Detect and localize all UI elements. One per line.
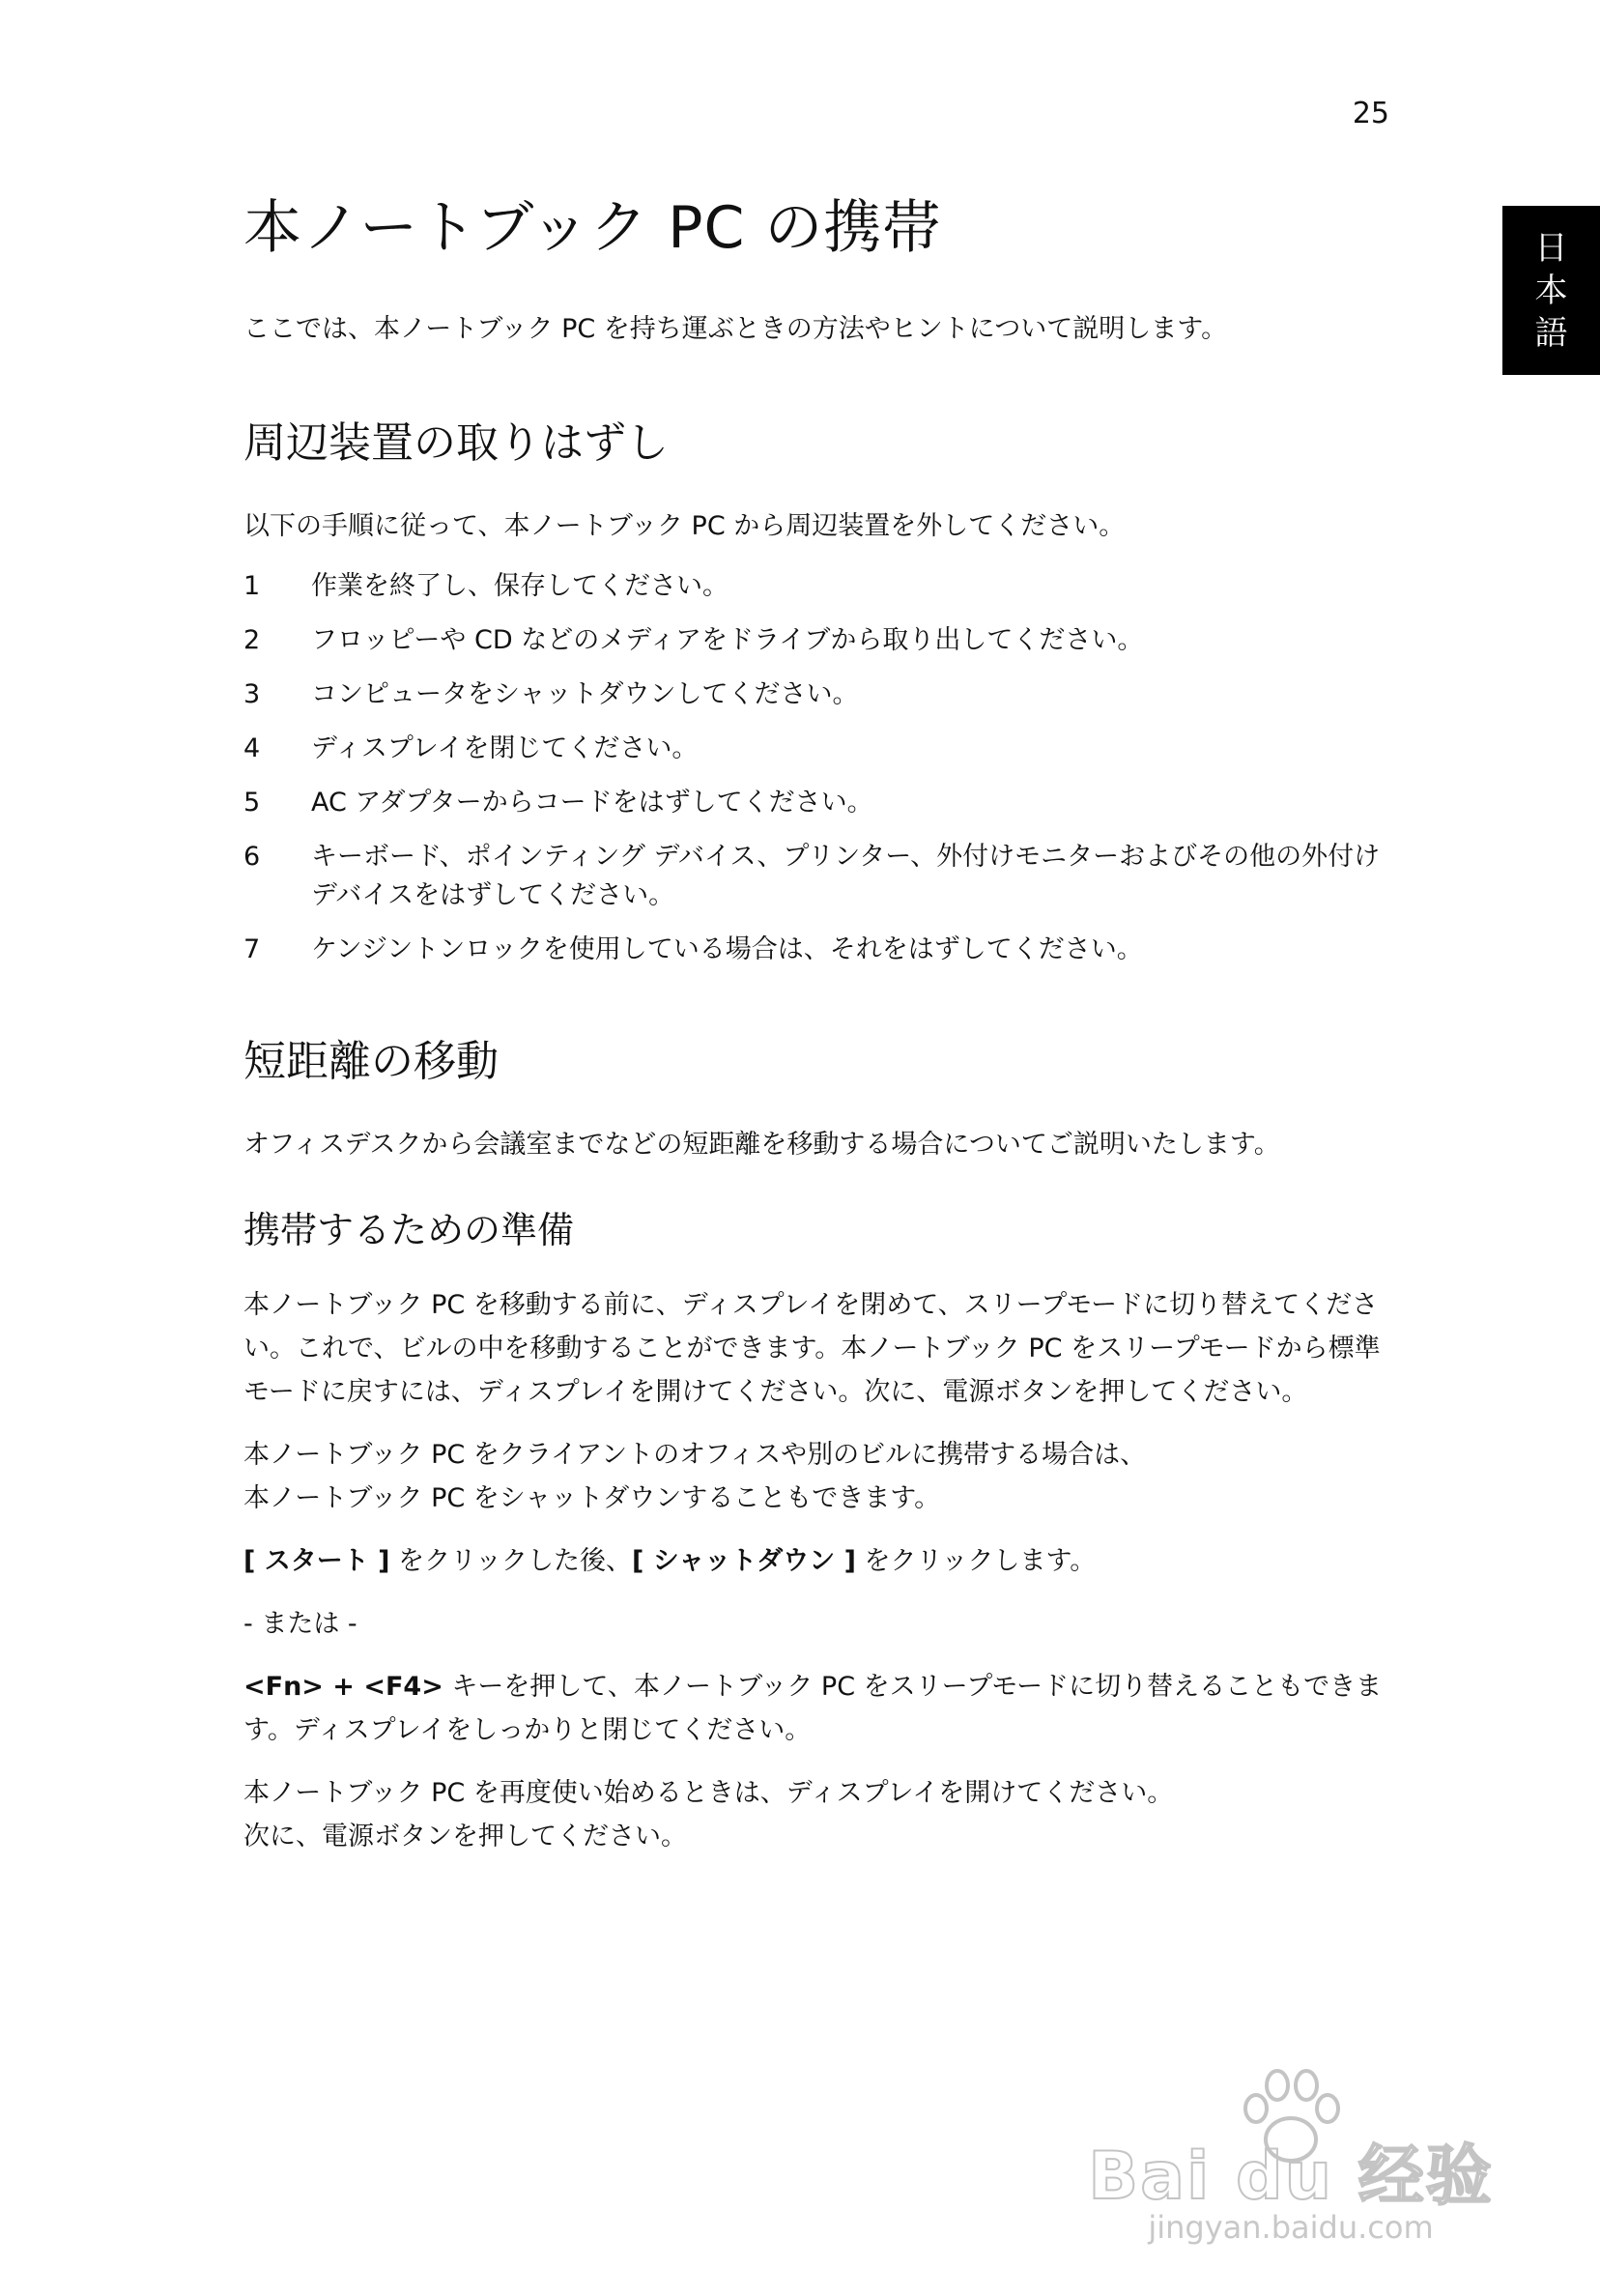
step-text: ケンジントンロックを使用している場合は、それをはずしてください。 (311, 933, 1143, 964)
prep-paragraph-2-line2: 本ノートブック PC をシャットダウンすることもできます。 (243, 1483, 941, 1514)
instruction-text: をクリックします。 (855, 1546, 1097, 1577)
resume-paragraph (243, 1771, 1384, 1858)
hotkey-label: <Fn> + <F4> (243, 1672, 443, 1703)
instruction-text: キーを押して、本ノートブック PC をスリープモードに切り替えることもできます。ディスプレイをしっかりと閉じてください。 (243, 1672, 1383, 1746)
resume-line1: 本ノートブック PC を再度使い始めるときは、ディスプレイを開けてください。 (243, 1778, 1174, 1809)
section-heading-short-distance: 短距離の移動 (243, 1036, 499, 1086)
section-heading-peripherals: 周辺装置の取りはずし (243, 418, 669, 468)
step-number: 4 (243, 732, 261, 763)
step-number: 7 (243, 933, 261, 964)
step-text: 作業を終了し、保存してください。 (311, 570, 729, 601)
list-item (243, 931, 1384, 969)
hotkey-instruction (243, 1665, 1384, 1752)
list-item (243, 730, 1384, 768)
baidu-watermark (1088, 2064, 1494, 2257)
subsection-heading-prep: 携帯するための準備 (243, 1208, 575, 1251)
step-number: 5 (243, 787, 261, 818)
short-distance-lead: オフィスデスクから会議室までなどの短距離を移動する場合についてご説明いたします。 (243, 1129, 1280, 1160)
page-title: 本ノートブック PC の携帯 (243, 194, 942, 262)
peripherals-lead: 以下の手順に従って、本ノートブック PC から周辺装置を外してください。 (243, 510, 1126, 541)
lang-tab-char: 本 (1534, 271, 1568, 310)
step-number: 1 (243, 570, 261, 601)
watermark-url: jingyan.baidu.com (1148, 2209, 1434, 2246)
list-item (243, 838, 1384, 915)
list-item (243, 784, 1384, 822)
lang-tab-char: 語 (1534, 313, 1568, 353)
resume-line2: 次に、電源ボタンを押してください。 (243, 1822, 687, 1852)
page-content (243, 193, 1384, 1878)
start-shutdown-instruction (243, 1539, 1384, 1583)
prep-paragraph-1: 本ノートブック PC を移動する前に、ディスプレイを閉めて、スリープモードに切り替えてください。これで、ビルの中を移動することができます。本ノートブック PC をスリープモードから標準モードに戻すには、ディスプレイを開けてください。次に、電源ボタンを押してください。 (243, 1290, 1381, 1408)
step-text: コンピュータをシャットダウンしてください。 (311, 678, 859, 709)
step-text: AC アダプターからコードをはずしてください。 (311, 787, 873, 818)
or-separator: - または - (243, 1609, 357, 1640)
shutdown-menu-label: [ シャットダウン ] (632, 1546, 856, 1577)
watermark-brand: Bai du 经验 (1088, 2138, 1494, 2215)
language-tab (1502, 206, 1600, 375)
steps-list (243, 567, 1384, 969)
start-menu-label: [ スタート ] (243, 1546, 390, 1577)
step-number: 6 (243, 841, 261, 872)
prep-paragraph-2-line1: 本ノートブック PC をクライアントのオフィスや別のビルに携帯する場合は、 (243, 1440, 1147, 1471)
instruction-text: をクリックした後、 (389, 1546, 632, 1577)
step-text: ディスプレイを閉じてください。 (311, 732, 699, 763)
list-item (243, 675, 1384, 714)
step-text: フロッピーや CD などのメディアをドライブから取り出してください。 (311, 624, 1144, 655)
list-item (243, 621, 1384, 660)
list-item (243, 567, 1384, 606)
intro-paragraph: ここでは、本ノートブック PC を持ち運ぶときの方法やヒントについて説明します。 (243, 314, 1228, 344)
lang-tab-char: 日 (1534, 228, 1568, 268)
step-number: 2 (243, 624, 261, 655)
prep-paragraph-2 (243, 1433, 1384, 1520)
step-number: 3 (243, 678, 261, 709)
step-text: キーボード、ポインティング デバイス、プリンター、外付けモニターおよびその他の外付けデバイスをはずしてください。 (311, 841, 1381, 910)
page-number: 25 (1352, 97, 1389, 130)
